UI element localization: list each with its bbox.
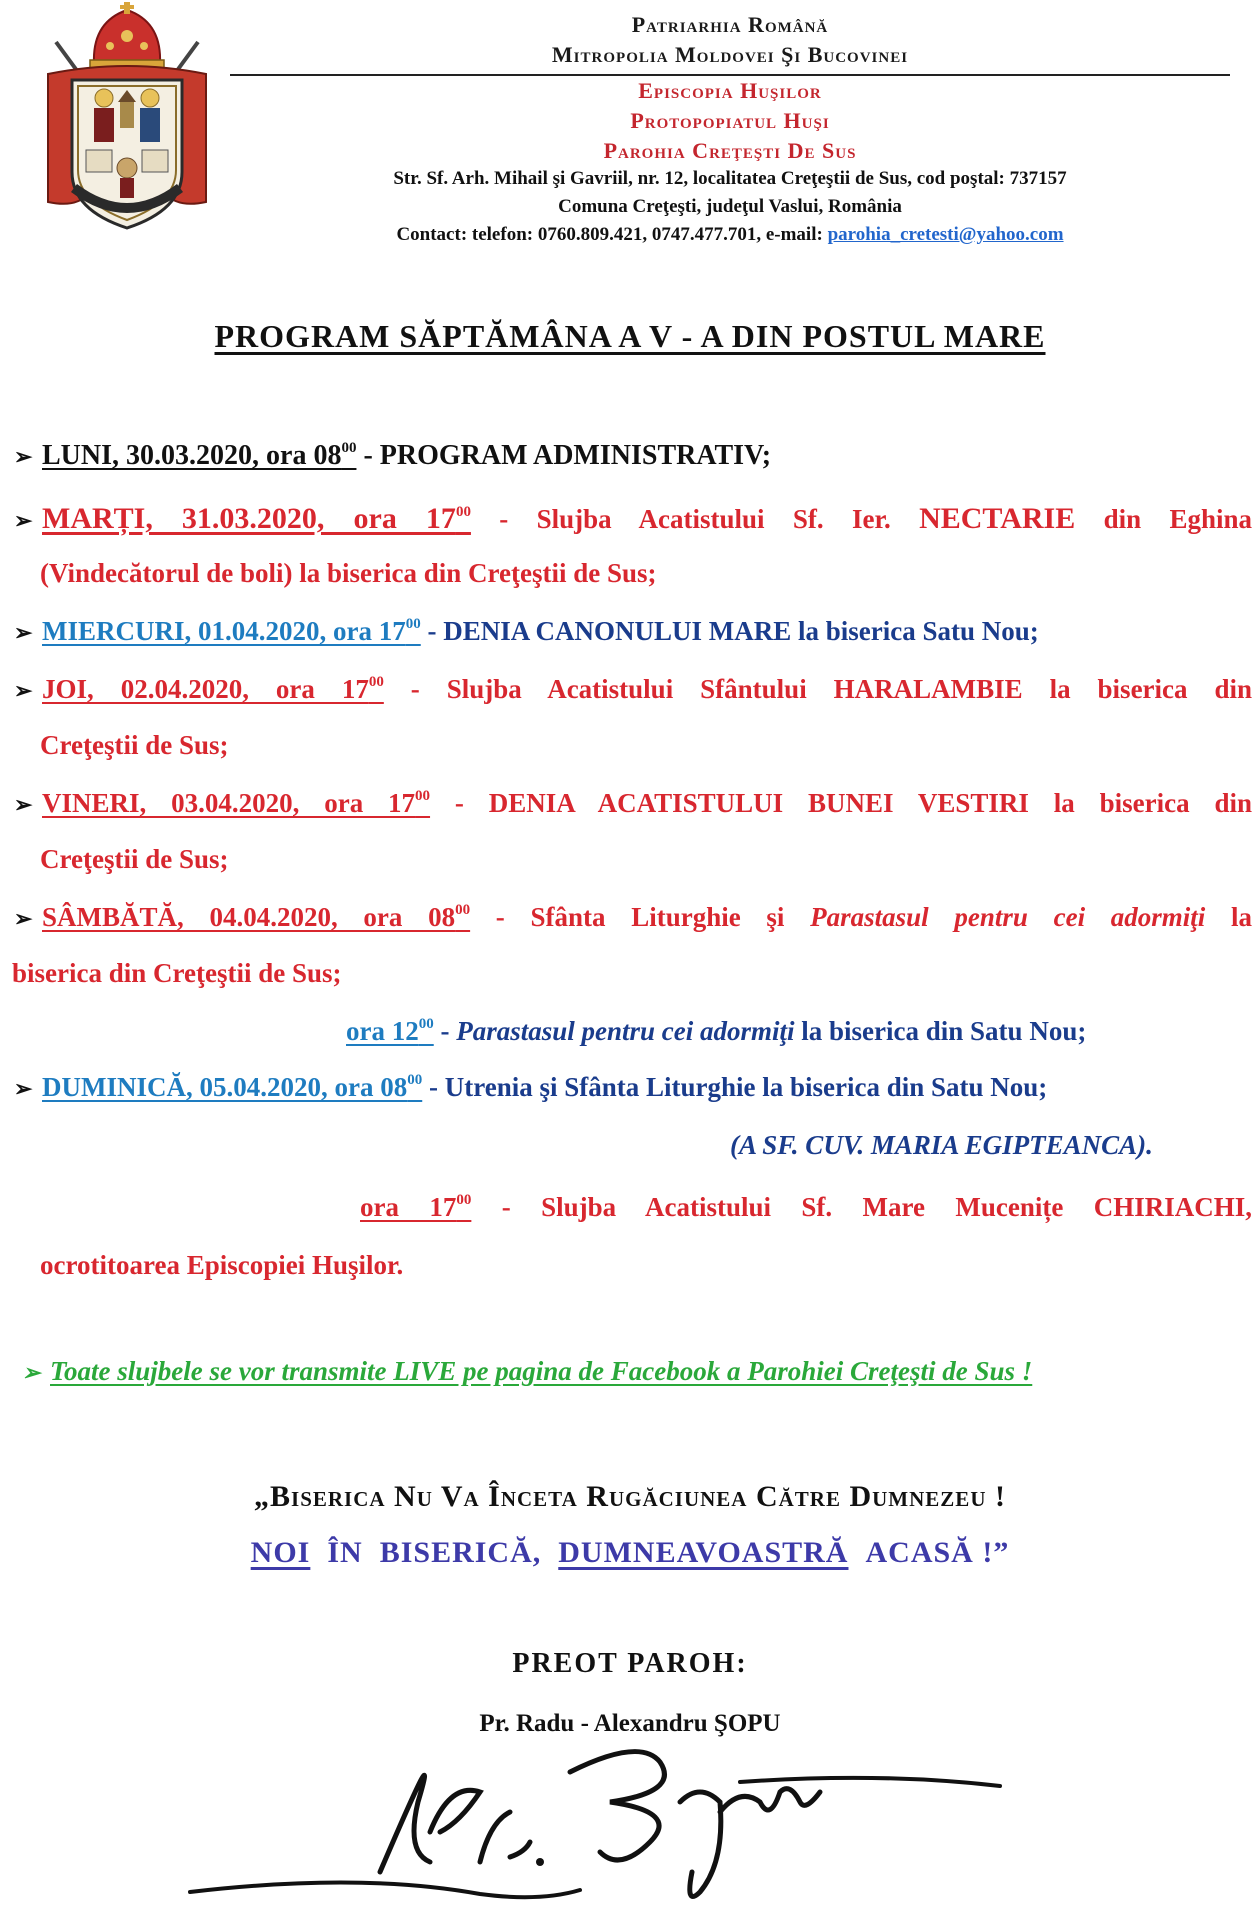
saturday-second-dash: - [433,1016,457,1046]
saturday-date: SÂMBĂTĂ, 04.04.2020, ora $08^{00}$ [42,902,471,932]
schedule-wednesday [14,616,1039,647]
header-patriarchate: Patriarhia Română [631,12,829,37]
handwritten-signature-icon [180,1742,1180,1912]
saturday-text-italic: Parastasul pentru cei adormiţi [810,902,1206,932]
schedule-monday [14,440,771,472]
tuesday-saint: NECTARIE [919,502,1076,535]
arrow-bullet-icon: ➢ [14,792,33,817]
page-title [0,318,1260,355]
quote-line1: „Biserica Nu Va Înceta Rugăciunea Către Dumnezeu ! [254,1480,1006,1513]
arrow-bullet-icon: ➢ [14,620,33,645]
email-link[interactable]: parohia_cretesti@yahoo.com [827,224,1064,245]
header-deanery: Protopopiatul Huşi [630,108,830,133]
schedule-friday-cont: Creţeştii de Sus; [40,844,229,874]
thursday-text: - Slujba Acatistului Sfântului [383,674,834,704]
live-notice [22,1356,1032,1387]
schedule-saturday-second [346,1016,1086,1047]
tuesday-date: MARȚI, 31.03.2020, ora $17^{00}$ [42,502,471,535]
saturday-second-italic: Parastasul pentru cei adormiţi [456,1016,795,1046]
parish-seal-icon [38,2,216,238]
header-parish: Parohia Creţeşti De Sus [603,138,857,163]
saturday-time2: ora $12^{00}$ [346,1016,434,1046]
schedule-thursday-cont: Creţeştii de Sus; [40,730,229,760]
quote-word: BISERICĂ, [379,1536,542,1569]
priest-name: Pr. Radu - Alexandru ŞOPU [479,1710,781,1737]
quote-line2 [0,1536,1260,1570]
sunday-text: - Utrenia şi Sfânta Liturghie la biserica din Satu Nou; [422,1072,1048,1102]
arrow-bullet-icon: ➢ [14,508,33,533]
header-diocese: Episcopia Huşilor [638,78,822,103]
sunday-date: DUMINICĂ, 05.04.2020, ora $08^{00}$ [42,1072,423,1102]
thursday-text-end: la biserica din [1022,674,1252,704]
arrow-bullet-icon: ➢ [22,1360,41,1385]
schedule-sunday-cont: ocrotitoarea Episcopiei Huşilor. [40,1250,404,1280]
tuesday-text: - Slujba Acatistului Sf. Ier. [470,504,920,534]
arrow-bullet-icon: ➢ [14,1076,33,1101]
sunday-second-text: - Slujba Acatistului Sf. Mare Mucenițe [471,1192,1094,1222]
header-address-street: Str. Sf. Arh. Mihail şi Gavriil, nr. 12, localitatea Creţeştii de Sus, cod poştal: 737157 [393,168,1067,189]
schedule-friday [14,788,1252,819]
schedule-tuesday-cont: (Vindecătorul de boli) la biserica din Creţeştii de Sus; [40,558,657,588]
priest-role: PREOT PAROH: [512,1648,748,1679]
schedule-saturday [14,902,1252,933]
quote-word: NOI [250,1536,311,1569]
contact-phones: Contact: telefon: 0760.809.421, 0747.477.701, e-mail: [396,224,828,245]
monday-date: LUNI, 30.03.2020, ora $08^{00}$ [42,440,357,471]
page-title-text: PROGRAM SĂPTĂMÂNA A V - A DIN POSTUL MARE [214,318,1046,354]
sunday-feast: (A SF. CUV. MARIA EGIPTEANCA). [730,1130,1153,1160]
header-divider [230,74,1230,76]
schedule-sunday-second [360,1192,1252,1223]
sunday-time2: ora $17^{00}$ [360,1192,472,1222]
header-address-commune: Comuna Creţeşti, judeţul Vaslui, România [558,196,902,217]
friday-date: VINERI, 03.04.2020, ora $17^{00}$ [42,788,431,818]
quote-word: ACASĂ !” [865,1536,1010,1569]
saturday-text-end: la [1205,902,1252,932]
saturday-second-text: la biserica din Satu Nou; [794,1016,1087,1046]
arrow-bullet-icon: ➢ [14,444,33,469]
monday-text: - PROGRAM ADMINISTRATIV; [356,440,772,471]
arrow-bullet-icon: ➢ [14,678,33,703]
schedule-saturday-cont: biserica din Creţeştii de Sus; [12,958,342,988]
thursday-date: JOI, 02.04.2020, ora $17^{00}$ [42,674,384,704]
header-metropolis: Mitropolia Moldovei Şi Bucovinei [551,42,909,67]
wednesday-date: MIERCURI, 01.04.2020, ora $17^{00}$ [42,616,421,646]
header-contact [230,224,1230,246]
schedule-sunday [14,1072,1047,1103]
thursday-saint: HARALAMBIE [833,674,1023,704]
live-notice-text: Toate slujbele se vor transmite LIVE pe pagina de Facebook a Parohiei Creţeşti de Sus ! [50,1356,1033,1386]
wednesday-text: - DENIA CANONULUI MARE la biserica Satu Nou; [420,616,1039,646]
schedule-tuesday [14,502,1252,536]
quote-word: DUMNEAVOASTRĂ [558,1536,849,1569]
saturday-text: - Sfânta Liturghie şi [470,902,811,932]
sunday-saint: CHIRIACHI, [1093,1192,1252,1222]
friday-text: - DENIA ACATISTULUI BUNEI VESTIRI la biserica din [430,788,1252,818]
quote-word: ÎN [327,1536,363,1569]
schedule-thursday [14,674,1252,705]
arrow-bullet-icon: ➢ [14,906,33,931]
tuesday-text-end: din Eghina [1075,504,1252,534]
